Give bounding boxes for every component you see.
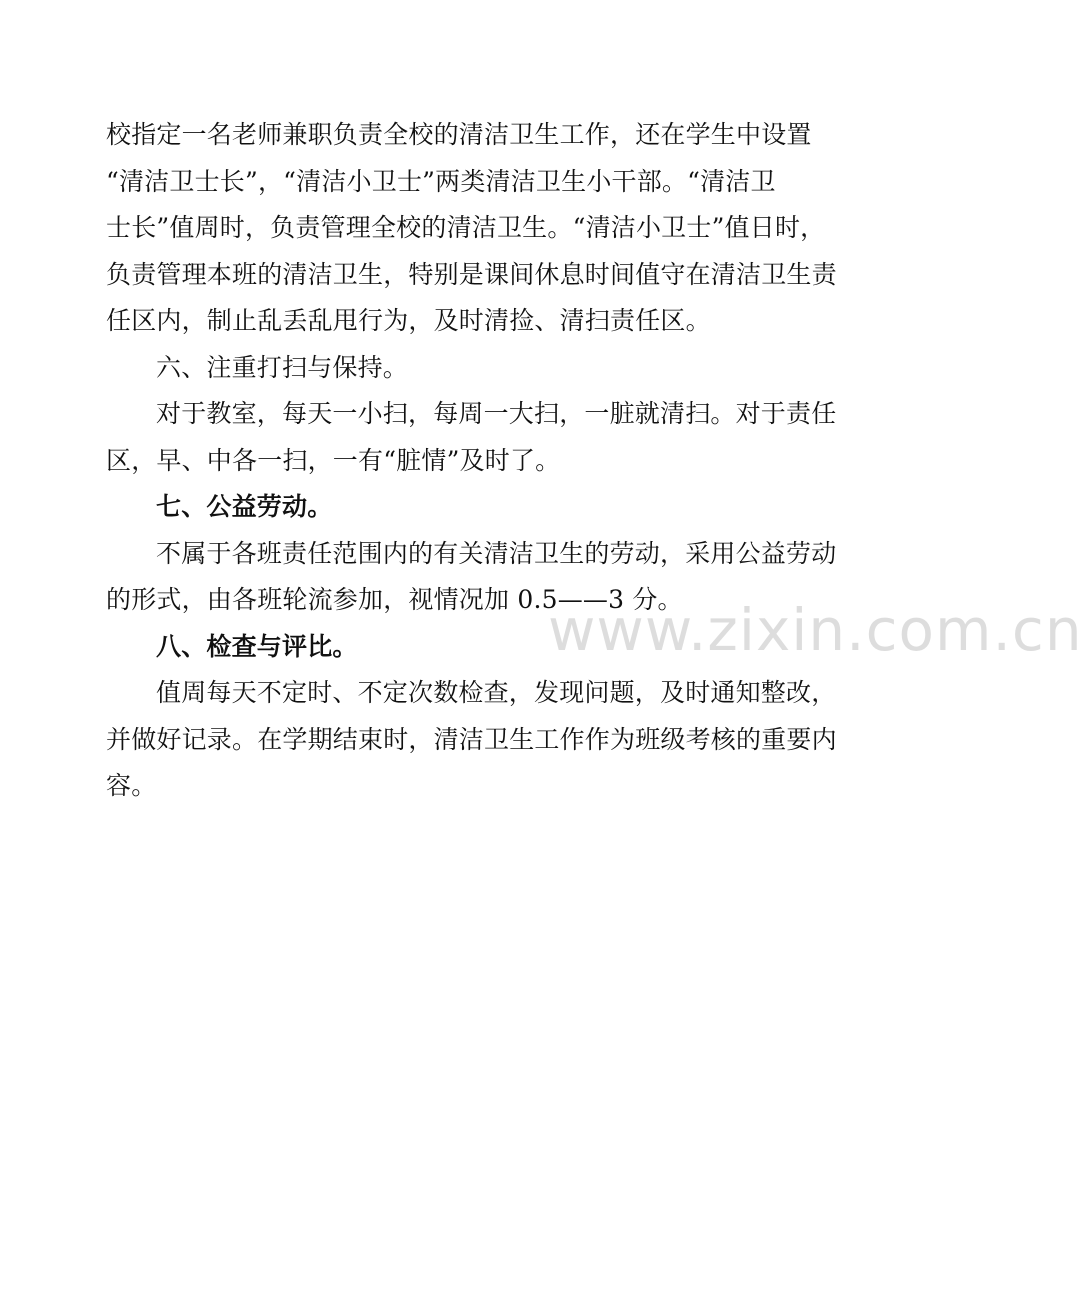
paragraph-line: 并做好记录。在学期结束时，清洁卫生工作作为班级考核的重要内	[106, 724, 837, 754]
paragraph-line: “清洁卫士长”，“清洁小卫士”两类清洁卫生小干部。“清洁卫	[106, 166, 776, 196]
paragraph-line: 的形式，由各班轮流参加，视情况加 0.5——3 分。	[106, 585, 683, 614]
paragraph-line: 容。	[106, 771, 157, 800]
paragraph-line: 区，早、中各一扫，一有“脏情”及时了。	[106, 445, 561, 475]
paragraph-line: 对于教室，每天一小扫，每周一大扫，一脏就清扫。对于责任	[156, 399, 837, 428]
section-heading-8: 八、检查与评比。	[156, 631, 358, 661]
paragraph-line: 值周每天不定时、不定次数检查，发现问题，及时通知整改，	[156, 678, 837, 707]
watermark: www.zixin.com.cn	[548, 596, 1083, 664]
section-heading-6: 六、注重打扫与保持。	[156, 352, 409, 382]
section-heading-7: 七、公益劳动。	[156, 492, 333, 521]
paragraph-line: 不属于各班责任范围内的有关清洁卫生的劳动，采用公益劳动	[156, 538, 837, 568]
paragraph-line: 校指定一名老师兼职负责全校的清洁卫生工作，还在学生中设置	[106, 120, 812, 149]
paragraph-line: 负责管理本班的清洁卫生，特别是课间休息时间值守在清洁卫生责	[106, 259, 837, 289]
paragraph-line: 士长”值周时，负责管理全校的清洁卫生。“清洁小卫士”值日时，	[106, 213, 826, 242]
document-page	[106, 112, 837, 810]
paragraph-line: 任区内，制止乱丢乱甩行为，及时清捡、清扫责任区。	[106, 306, 711, 335]
